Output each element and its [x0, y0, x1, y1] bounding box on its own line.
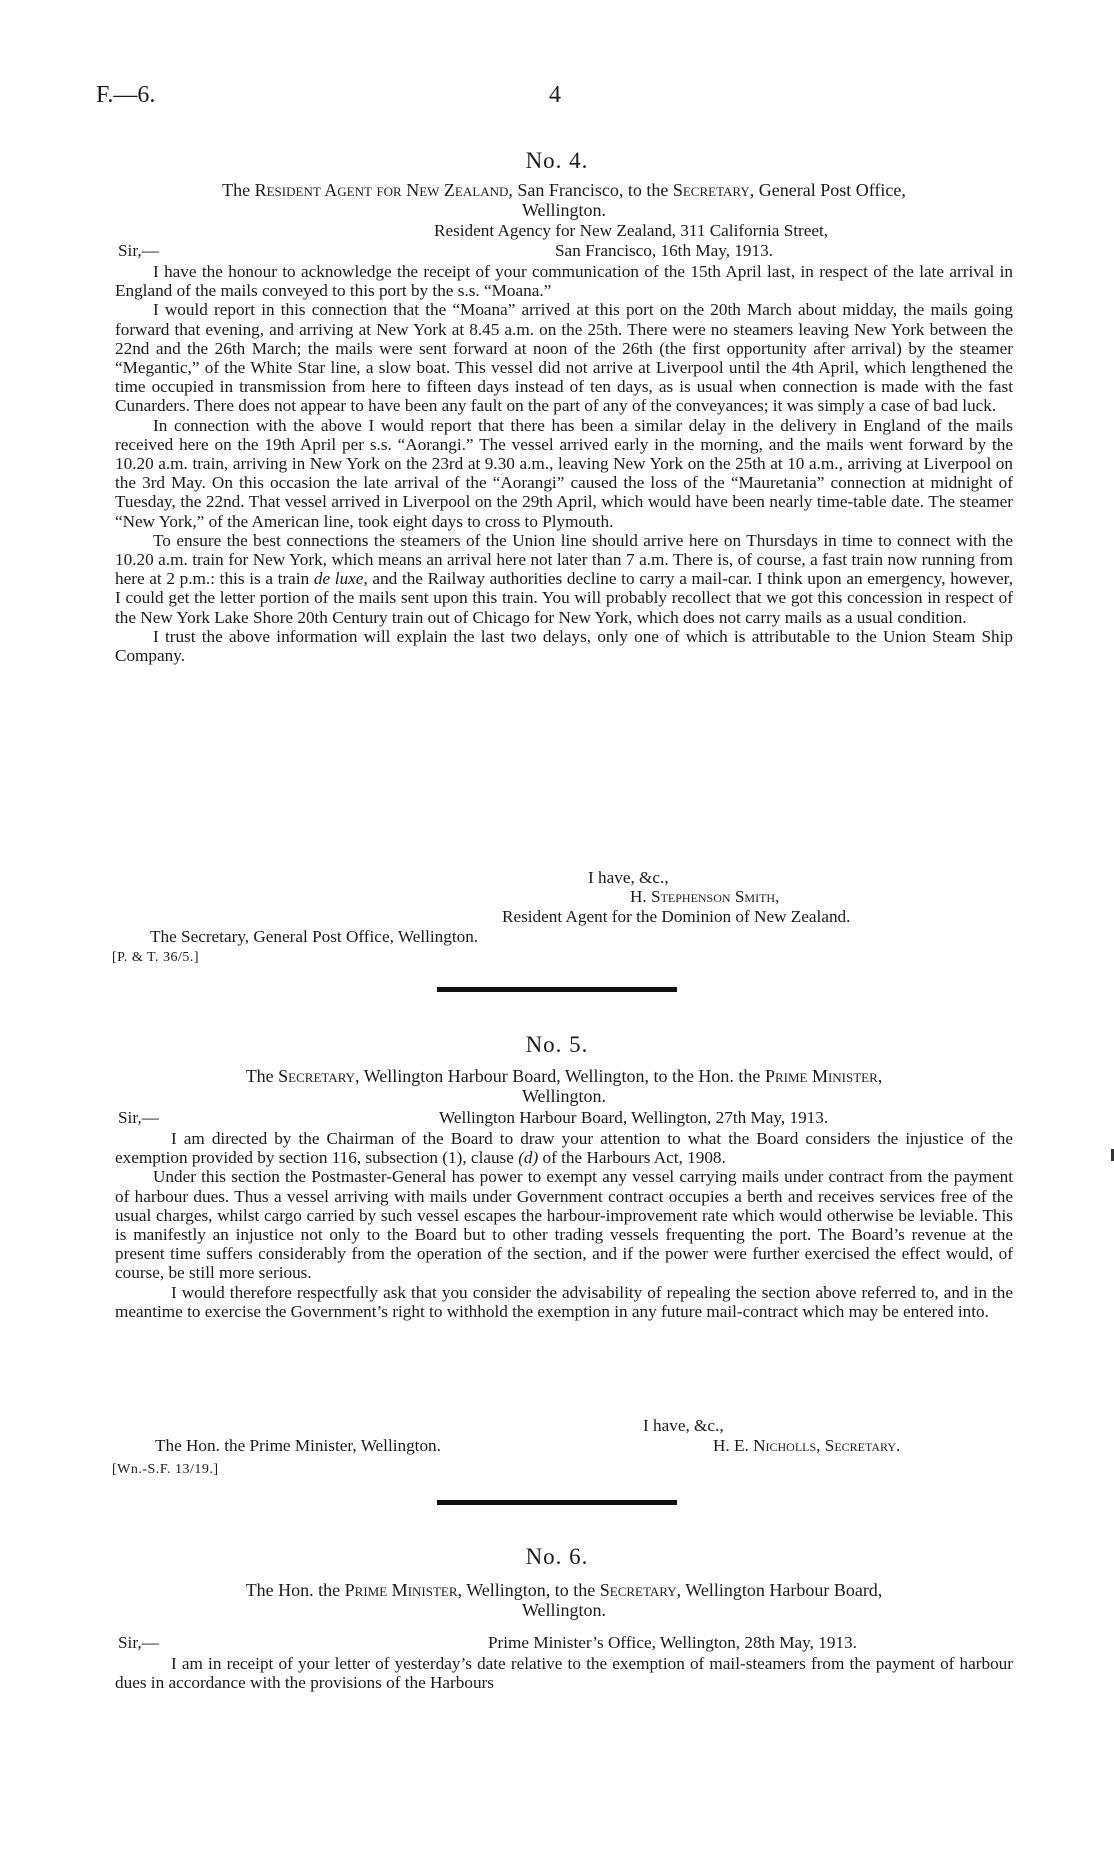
section-divider — [437, 1500, 677, 1505]
letter-5-salutation: Sir,— — [118, 1108, 159, 1127]
letter-5-addressee: The Hon. the Prime Minister, Wellington. — [155, 1436, 441, 1455]
letter-4-signature-title: Resident Agent for the Dominion of New Zealand. — [502, 907, 851, 926]
document-code: F.—6. — [96, 82, 156, 108]
letter-5-closing: I have, &c., — [643, 1416, 724, 1435]
letter-5-reference: [Wn.-S.F. 13/19.] — [112, 1462, 219, 1477]
letter-5-paragraph: I am directed by the Chairman of the Board to draw your attention to what the Board considers the injustice of the exemption provided by section 116, subsection (1), clause (d) of the Harbours Act, 1908. — [115, 1129, 1013, 1168]
letter-5-dateline: Wellington Harbour Board, Wellington, 27th May, 1913. — [439, 1108, 829, 1127]
letter-4-paragraph: I have the honour to acknowledge the receipt of your communication of the 15th April last, in respect of the late arrival in England of the mails conveyed to this port by the s.s. “Moana.” — [115, 262, 1013, 301]
letter-4-heading: The Resident Agent for New Zealand, San Francisco, to the Secretary, General Post Office, Wellington. — [222, 180, 906, 220]
letter-5-paragraph: Under this section the Postmaster-General has power to exempt any vessel carrying mails under contract from the payment of harbour dues. Thus a vessel arriving with mails under Government contract occupies a berth and receives services free of the usual charges, whilst cargo carried by such vessel escapes the harbour-improvement rate which would otherwise be leviable. This is manifestly an injustice not only to the Board but to other trading vessels frequenting the port. The Board’s revenue at the present time suffers considerably from the operation of the section, and if the power were further exercised the effect would, of course, be still more serious. — [115, 1167, 1013, 1283]
letter-5-number: No. 5. — [525, 1032, 589, 1057]
letter-4-reference: [P. & T. 36/5.] — [112, 950, 200, 965]
letter-6-paragraph: I am in receipt of your letter of yesterday’s date relative to the exemption of mail-steamers from the payment of harbour dues in accordance with the provisions of the Harbours — [115, 1654, 1013, 1693]
letter-6-salutation: Sir,— — [118, 1633, 159, 1652]
letter-6-body — [115, 1654, 1013, 1692]
letter-4-paragraph: To ensure the best connections the steamers of the Union line should arrive here on Thursdays in time to connect with the 10.20 a.m. train for New York, which means an arrival here not later than 7 a.m. There is, of course, a fast train now running from here at 2 p.m.: this is a train de luxe, and the Railway authorities decline to carry a mail-car. I think upon an emergency, however, I could get the letter portion of the mails sent upon this train. You will probably recollect that we got this concession in respect of the New York Lake Shore 20th Century train out of Chicago for New York, which does not carry mails as a usual condition. — [115, 530, 1014, 627]
letter-4-address-line-1: Resident Agency for New Zealand, 311 California Street, — [434, 221, 829, 240]
letter-4-salutation: Sir,— — [118, 241, 159, 260]
letter-4-body — [115, 262, 1013, 665]
letter-4-addressee: The Secretary, General Post Office, Wellington. — [150, 927, 479, 946]
letter-4-paragraph: I would report in this connection that the “Moana” arrived at this port on the 20th March about midday, the mails going forward that evening, and arriving at New York at 8.45 a.m. on the 25th. There were no steamers leaving New York between the 22nd and the 26th March; the mails were sent forward at noon of the 26th (the first opportunity after arrival) by the steamer “Megantic,” of the White Star line, a slow boat. This vessel did not arrive at Liverpool until the 4th April, which lengthened the time occupied in transmission from here to fifteen days instead of ten days, as is usual when connection is made with the fast Cunarders. There does not appear to have been any fault on the part of any of the conveyances; it was simply a case of bad luck. — [115, 300, 1013, 416]
letter-4-paragraph: In connection with the above I would report that there has been a similar delay in the delivery in England of the mails received here on the 19th April per s.s. “Aorangi.” The vessel arrived early in the morning, and the mails went forward by the 10.20 a.m. train, arriving in New York on the 23rd at 9.30 a.m., leaving New York on the 25th at 10 a.m., arriving at Liverpool on the 3rd May. On this occasion the late arrival of the “Aorangi” caused the loss of the “Mauretania” connection at midnight of Tuesday, the 22nd. That vessel arrived in Liverpool on the 29th April, which would have been nearly time-table date. The steamer “New York,” of the American line, took eight days to cross to Plymouth. — [115, 415, 1013, 531]
section-divider — [437, 987, 677, 992]
page-number: 4 — [549, 82, 561, 108]
letter-6-heading: The Hon. the Prime Minister, Wellington, to the Secretary, Wellington Harbour Board, Wellington. — [245, 1580, 883, 1620]
letter-6-dateline: Prime Minister’s Office, Wellington, 28th May, 1913. — [488, 1633, 857, 1652]
letter-5-body — [115, 1129, 1013, 1321]
letter-4-number: No. 4. — [525, 148, 589, 173]
letter-4-closing: I have, &c., — [588, 868, 669, 887]
letter-5-heading: The Secretary, Wellington Harbour Board, Wellington, to the Hon. the Prime Minister, Wellington. — [245, 1066, 883, 1106]
letter-4-paragraph: I trust the above information will explain the last two delays, only one of which is attributable to the Union Steam Ship Company. — [115, 626, 1013, 666]
letter-6-number: No. 6. — [525, 1544, 589, 1569]
letter-5-paragraph: I would therefore respectfully ask that you consider the advisability of repealing the section above referred to, and in the meantime to exercise the Government’s right to withhold the exemption in any future mail-contract which may be entered into. — [115, 1282, 1013, 1321]
letter-5-signature: H. E. Nicholls, Secretary. — [713, 1436, 901, 1455]
letter-4-address-line-2: San Francisco, 16th May, 1913. — [555, 241, 773, 260]
letter-4-signature: H. Stephenson Smith, — [630, 887, 780, 906]
